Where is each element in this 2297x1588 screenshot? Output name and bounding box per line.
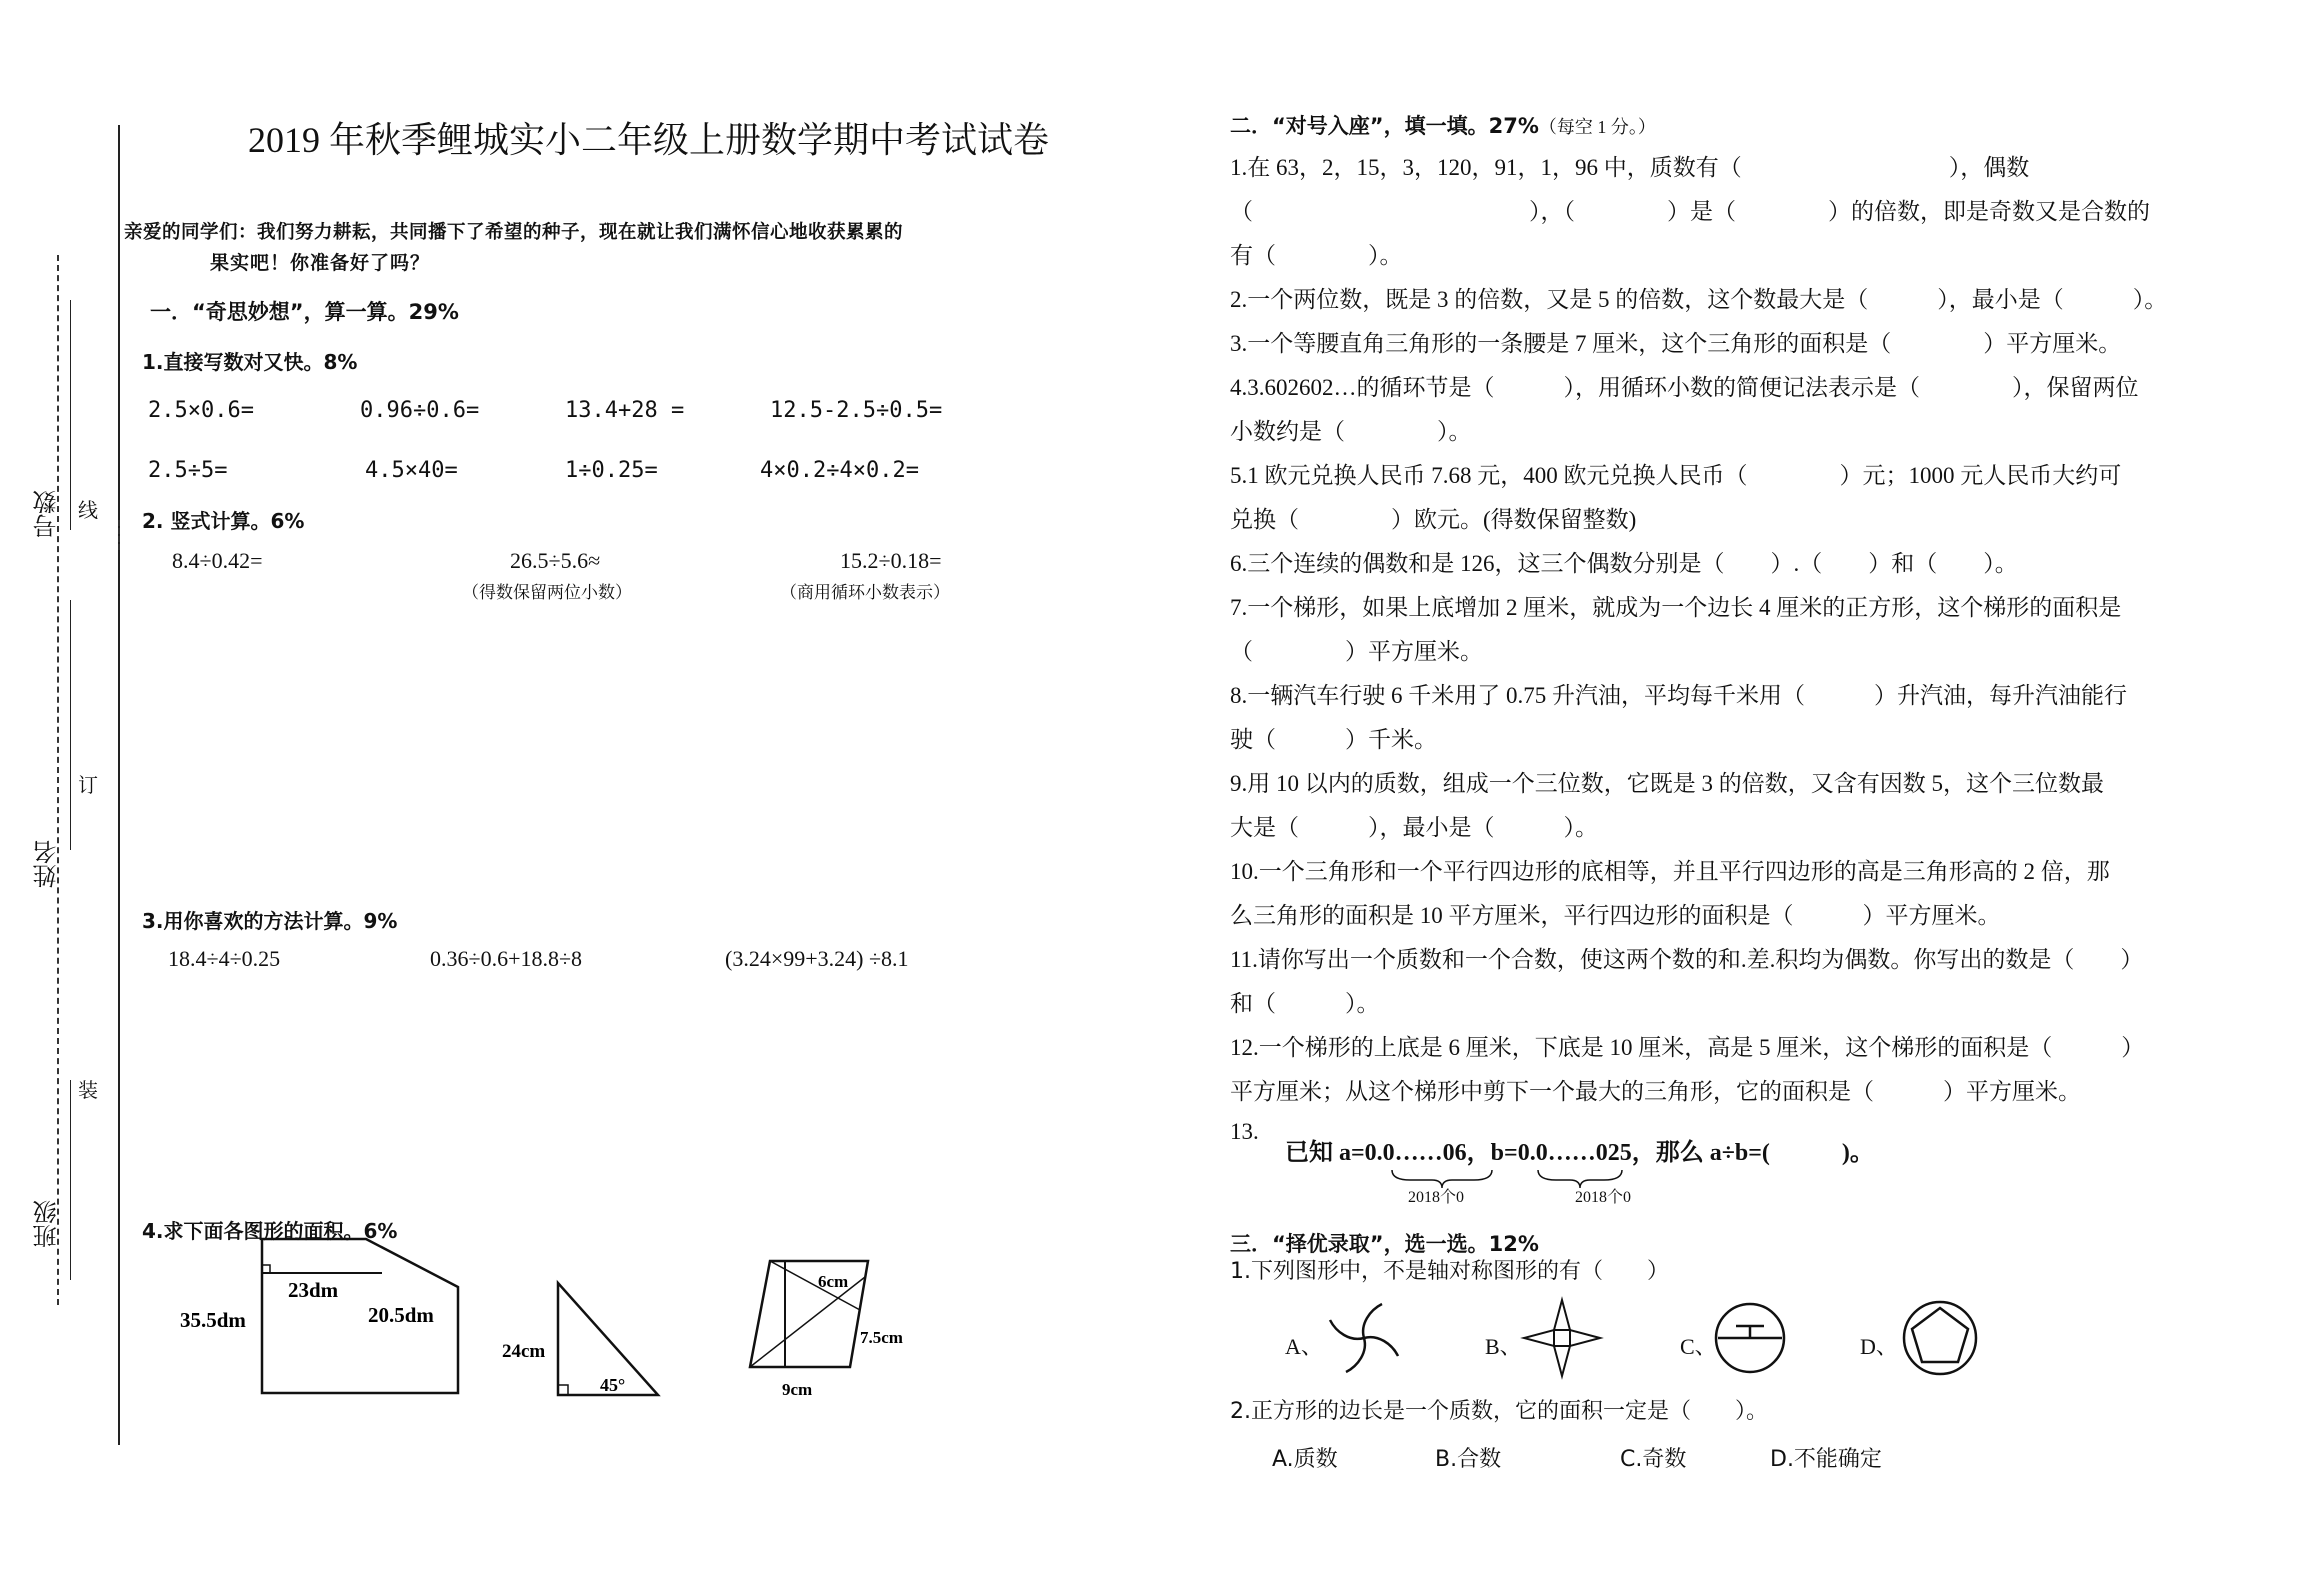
vertical-calc-note: （商用循环小数表示） [780,583,950,602]
q13-brace-label-1: 2018个0 [1408,1189,1465,1206]
s3-q1-option-label: D、 [1860,1334,1898,1359]
vertical-calc-item: 8.4÷0.42= [172,548,263,573]
q7-line1: 7.一个梯形，如果上底增加 2 厘米，就成为一个边长 4 厘米的正方形，这个梯形的面积是 [1230,595,2122,620]
q1-line1: 1.在 63，2，15，3，120，91，1，96 中，质数有（ ），偶数 [1230,155,2030,180]
calc-item: 12.5-2.5÷0.5= [770,398,943,423]
section2-title [1230,110,1656,140]
q2: 2.一个两位数，既是 3 的倍数，又是 5 的倍数，这个数最大是（ ），最小是（ ）。 [1230,287,2168,312]
s3-q1: 1.下列图形中，不是轴对称图形的有（ ） [1230,1259,1669,1284]
q13-number: 13. [1230,1119,1259,1144]
triangle-angle-label: 45° [600,1375,626,1395]
method-calc-item: (3.24×99+3.24) ÷8.1 [725,946,909,971]
s3-q1-option-label: B、 [1485,1334,1522,1359]
q11-line1: 11.请你写出一个质数和一个合数，使这两个数的和.差.积均为偶数。你写出的数是（ ） [1230,947,2144,972]
binding-char-ding: 订 [78,765,98,802]
s3-q1-option-label: C、 [1680,1334,1717,1359]
method-calc-item: 0.36÷0.6+18.8÷8 [430,946,583,971]
calc-item: 4×0.2÷4×0.2= [760,458,919,483]
circle-symbol-figure [1712,1300,1788,1376]
section1-title: 一．“奇思妙想”，算一算。29% [150,300,459,324]
q7-line2: （ ）平方厘米。 [1230,639,1483,664]
class-underline [70,1080,71,1280]
calc-item: 13.4+28 = [565,398,685,423]
calc-item: 0.96÷0.6= [360,398,480,423]
binding-label-name: 姓名 [35,840,61,888]
trapezoid-left-label: 35.5dm [180,1308,246,1332]
q9-line2: 大是（ ），最小是（ ）。 [1230,815,1598,840]
right-angle-mark [558,1385,568,1395]
vertical-calc-item: 15.2÷0.18= [840,548,942,573]
q3: 3.一个等腰直角三角形的一条腰是 7 厘米，这个三角形的面积是（ ）平方厘米。 [1230,331,2122,356]
s3-q2: 2.正方形的边长是一个质数，它的面积一定是（ ）。 [1230,1399,1768,1424]
parallelogram-base-label: 9cm [782,1380,813,1399]
intro-line-1: 亲爱的同学们：我们努力耕耘，共同播下了希望的种子，现在就让我们满怀信心地收获累累的 [124,222,904,243]
binding-char-zhuang: 装 [78,1070,98,1107]
parallelogram-shape [750,1261,868,1367]
calc-item: 2.5×0.6= [148,398,254,423]
q8-line1: 8.一辆汽车行驶 6 千米用了 0.75 升汽油，平均每千米用（ ）升汽油，每升汽油能行 [1230,683,2127,708]
binding-char-line: 线 [78,490,98,527]
s3-q2-option: B.合数 [1435,1447,1502,1472]
pentagon-figure [1900,1298,1980,1378]
parallelogram-height-label: 6cm [818,1272,849,1291]
parallelogram-side-label: 7.5cm [860,1328,903,1347]
s3-q1-option-label: A、 [1285,1334,1323,1359]
cross-figure [1520,1296,1604,1380]
binding-line-right [118,125,120,1445]
area-figures [170,1235,903,1415]
q1-line3: 有（ ）。 [1230,243,1403,268]
sub3-title: 3.用你喜欢的方法计算。9% [142,909,398,933]
q6: 6.三个连续的偶数和是 126，这三个偶数分别是（ ）.（ ）和（ ）。 [1230,551,2018,576]
q11-line2: 和（ ）。 [1230,991,1380,1016]
sub4-title: 4.求下面各图形的面积。6% [142,1219,398,1243]
q4-line2: 小数约是（ ）。 [1230,419,1472,444]
q5-line2: 兑换（ ）欧元。(得数保留整数) [1230,507,1637,532]
intro-line-2: 果实吧！你准备好了吗？ [210,252,431,274]
calc-item: 2.5÷5= [148,458,228,483]
s3-q2-option: A.质数 [1272,1447,1338,1472]
section2-title-main: 二．“对号入座”，填一填。27% [1230,114,1539,138]
section2-title-note: （每空 1 分。） [1538,117,1656,137]
name-underline [70,600,71,850]
binding-dashed-line-left [57,255,59,1305]
trapezoid-right-label: 20.5dm [368,1303,434,1327]
s3-q2-option: C.奇数 [1620,1447,1687,1472]
section3-title: 三．“择优录取”，选一选。12% [1230,1232,1539,1256]
s3-q2-option: D.不能确定 [1770,1447,1882,1472]
vertical-calc-note: （得数保留两位小数） [462,583,632,602]
q4-line1: 4.3.602602…的循环节是（ ），用循环小数的简便记法表示是（ ），保留两位 [1230,375,2139,400]
sub2-title: 2. 竖式计算。6% [142,509,305,533]
q1-line2: （ ），（ ）是（ ）的倍数，即是奇数又是合数的 [1230,199,2150,224]
exam-title: 2019 年秋季鲤城实小二年级上册数学期中考试试卷 [248,120,1050,160]
q12-line1: 12.一个梯形的上底是 6 厘米，下底是 10 厘米，高是 5 厘米，这个梯形的面积是（ ） [1230,1035,2145,1060]
binding-dashed-line-right [118,520,120,550]
pinwheel-figure [1322,1296,1406,1380]
q12-line2: 平方厘米；从这个梯形中剪下一个最大的三角形，它的面积是（ ）平方厘米。 [1230,1079,2081,1104]
binding-label-number: 号数 [35,490,61,538]
triangle-height-label: 24cm [502,1341,546,1362]
vertical-calc-item: 26.5÷5.6≈ [510,548,601,573]
number-underline [70,300,71,530]
q10-line1: 10.一个三角形和一个平行四边形的底相等，并且平行四边形的高是三角形高的 2 倍，那 [1230,859,2110,884]
q13-text: 已知 a=0.0……06，b=0.0……025，那么 a÷b=( )。 [1285,1140,1874,1166]
q8-line2: 驶（ ）千米。 [1230,727,1437,752]
q13-brace-label-2: 2018个0 [1575,1189,1632,1206]
trapezoid-top-label: 23dm [288,1278,339,1302]
q10-line2: 么三角形的面积是 10 平方厘米，平行四边形的面积是（ ）平方厘米。 [1230,903,2001,928]
binding-label-class: 班级 [35,1200,61,1248]
method-calc-item: 18.4÷4÷0.25 [168,946,281,971]
q9-line1: 9.用 10 以内的质数，组成一个三位数，它既是 3 的倍数，又含有因数 5，这个三位数最 [1230,771,2104,796]
calc-item: 4.5×40= [365,458,458,483]
calc-item: 1÷0.25= [565,458,658,483]
q5-line1: 5.1 欧元兑换人民币 7.68 元，400 欧元兑换人民币（ ）元；1000 元人民币大约可 [1230,463,2122,488]
sub1-title: 1.直接写数对又快。8% [142,350,358,374]
